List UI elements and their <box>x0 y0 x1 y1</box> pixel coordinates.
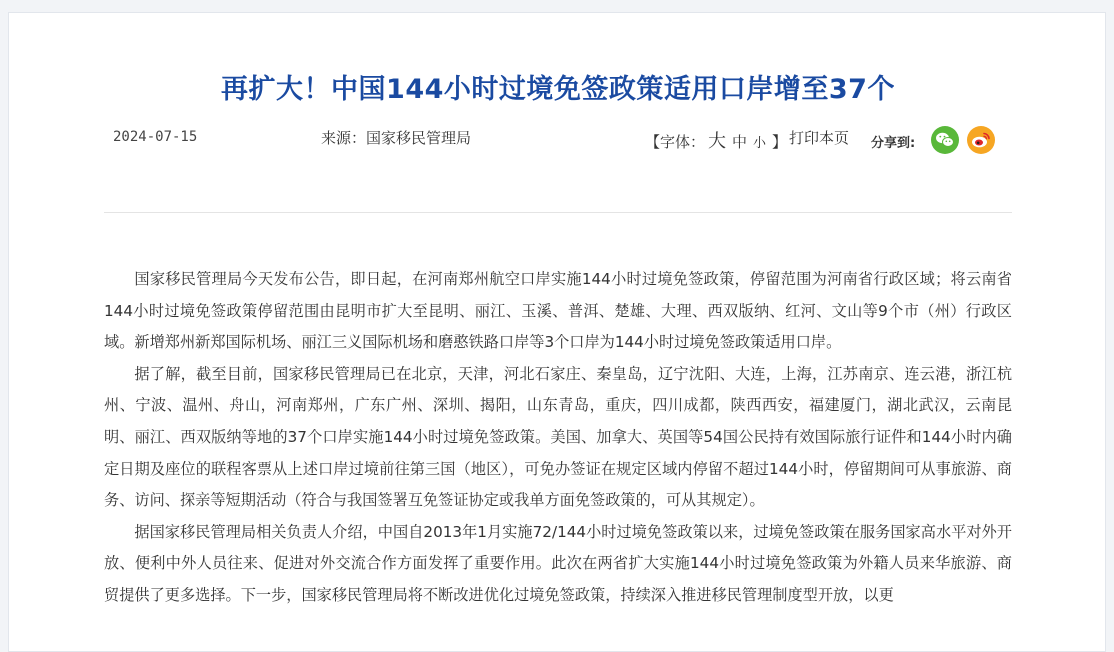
font-size-control <box>645 127 790 153</box>
share-label: 分享到: <box>871 136 916 151</box>
font-size-label: 【字体： <box>645 133 706 151</box>
wechat-share-icon[interactable] <box>931 126 959 154</box>
weibo-share-icon[interactable] <box>967 126 995 154</box>
article-paragraph: 据了解，截至目前，国家移民管理局已在北京，天津，河北石家庄、秦皇岛，辽宁沈阳、大连，上海，江苏南京、连云港，浙江杭州、宁波、温州、舟山，河南郑州，广东广州、深圳、揭阳，山东青岛，重庆，四川成都，陕西西安，福建厦门，湖北武汉，云南昆明、丽江、西双版纳等地的37个口岸实施144小时过境免签政策。美国、加拿大、英国等54国公民持有效国际旅行证件和144小时内确定日期及座位的联程客票从上述口岸过境前往第三国（地区），可免办签证在规定区域内停留不超过144小时，停留期间可从事旅游、商务、访问、探亲等短期活动（符合与我国签署互免签证协定或我单方面免签政策的，可从其规定）。 <box>104 364 1012 510</box>
publish-date: 2024-07-15 <box>113 129 198 145</box>
article-page <box>8 12 1106 652</box>
article-paragraph: 国家移民管理局今天发布公告，即日起，在河南郑州航空口岸实施144小时过境免签政策，停留范围为河南省行政区域；将云南省144小时过境免签政策停留范围由昆明市扩大至昆明、丽江、玉溪、普洱、楚雄、大理、西双版纳、红河、文山等9个市（州）行政区域。新增郑州新郑国际机场、丽江三义国际机场和磨憨铁路口岸等3个口岸为144小时过境免签政策适用口岸。 <box>104 270 1012 352</box>
font-size-medium-button[interactable]: 中 <box>732 133 748 151</box>
article-body <box>104 264 1012 612</box>
font-size-large-button[interactable]: 大 <box>708 131 727 152</box>
print-button[interactable]: 打印本页 <box>789 129 850 147</box>
article-title: 再扩大！中国144小时过境免签政策适用口岸增至37个 <box>221 74 895 105</box>
header-divider <box>104 212 1012 213</box>
font-size-close: 】 <box>772 133 788 151</box>
article-paragraph: 据国家移民管理局相关负责人介绍，中国自2013年1月实施72/144小时过境免签政策以来，过境免签政策在服务国家高水平对外开放、便利中外人员往来、促进对外交流合作方面发挥了重要作用。此次在两省扩大实施144小时过境免签政策为外籍人员来华旅游、商贸提供了更多选择。下一步，国家移民管理局将不断改进优化过境免签政策，持续深入推进移民管理制度型开放，以更 <box>104 522 1012 604</box>
source-label: 来源：国家移民管理局 <box>321 129 472 147</box>
font-size-small-button[interactable]: 小 <box>753 136 767 151</box>
